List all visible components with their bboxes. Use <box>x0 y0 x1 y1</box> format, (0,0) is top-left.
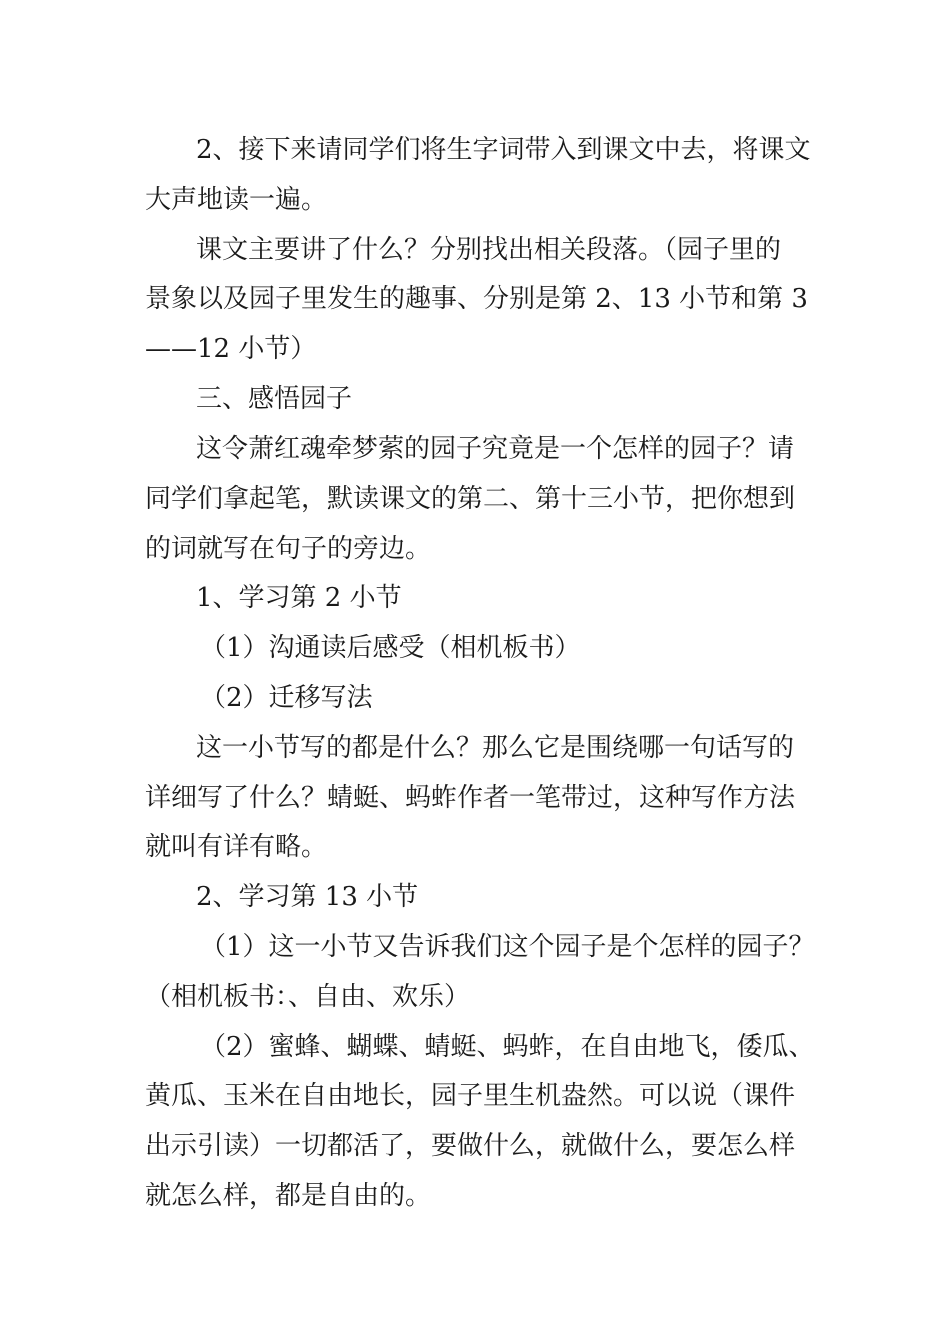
section-heading: 三、感悟园子 <box>196 384 353 414</box>
text-line: ——12 小节） <box>145 334 317 364</box>
text-line: 景象以及园子里发生的趣事、分别是第 2、13 小节和第 3 <box>145 284 808 314</box>
text-line: （2）迁移写法 <box>200 683 373 713</box>
text-line: 出示引读）一切都活了，要做什么，就做什么，要怎么样 <box>145 1131 796 1161</box>
text-line: （1）这一小节又告诉我们这个园子是个怎样的园子？ <box>200 932 815 962</box>
text-line: （相机板书：、自由、欢乐） <box>145 982 471 1012</box>
text-line: （2）蜜蜂、蝴蝶、蜻蜓、蚂蚱，在自由地飞，倭瓜、 <box>200 1032 815 1062</box>
text-line: 就怎么样，都是自由的。 <box>145 1181 432 1211</box>
subsection-heading: 2、学习第 13 小节 <box>196 882 419 912</box>
text-line: 课文主要讲了什么？分别找出相关段落。（园子里的 <box>196 235 782 265</box>
subsection-heading: 1、学习第 2 小节 <box>196 583 402 613</box>
text-line: 大声地读一遍。 <box>145 185 328 215</box>
text-line: 这一小节写的都是什么？那么它是围绕哪一句话写的 <box>196 733 795 763</box>
text-line: 黄瓜、玉米在自由地长，园子里生机盎然。可以说（课件 <box>145 1081 796 1111</box>
text-line: 的词就写在句子的旁边。 <box>145 534 432 564</box>
text-line: 2、接下来请同学们将生字词带入到课文中去，将课文 <box>196 135 811 165</box>
text-line: 这令萧红魂牵梦萦的园子究竟是一个怎样的园子？请 <box>196 434 795 464</box>
text-line: 同学们拿起笔，默读课文的第二、第十三小节，把你想到 <box>145 484 796 514</box>
text-line: 就叫有详有略。 <box>145 832 328 862</box>
text-line: 详细写了什么？蜻蜓、蚂蚱作者一笔带过，这种写作方法 <box>145 783 796 813</box>
text-line: （1）沟通读后感受（相机板书） <box>200 633 581 663</box>
